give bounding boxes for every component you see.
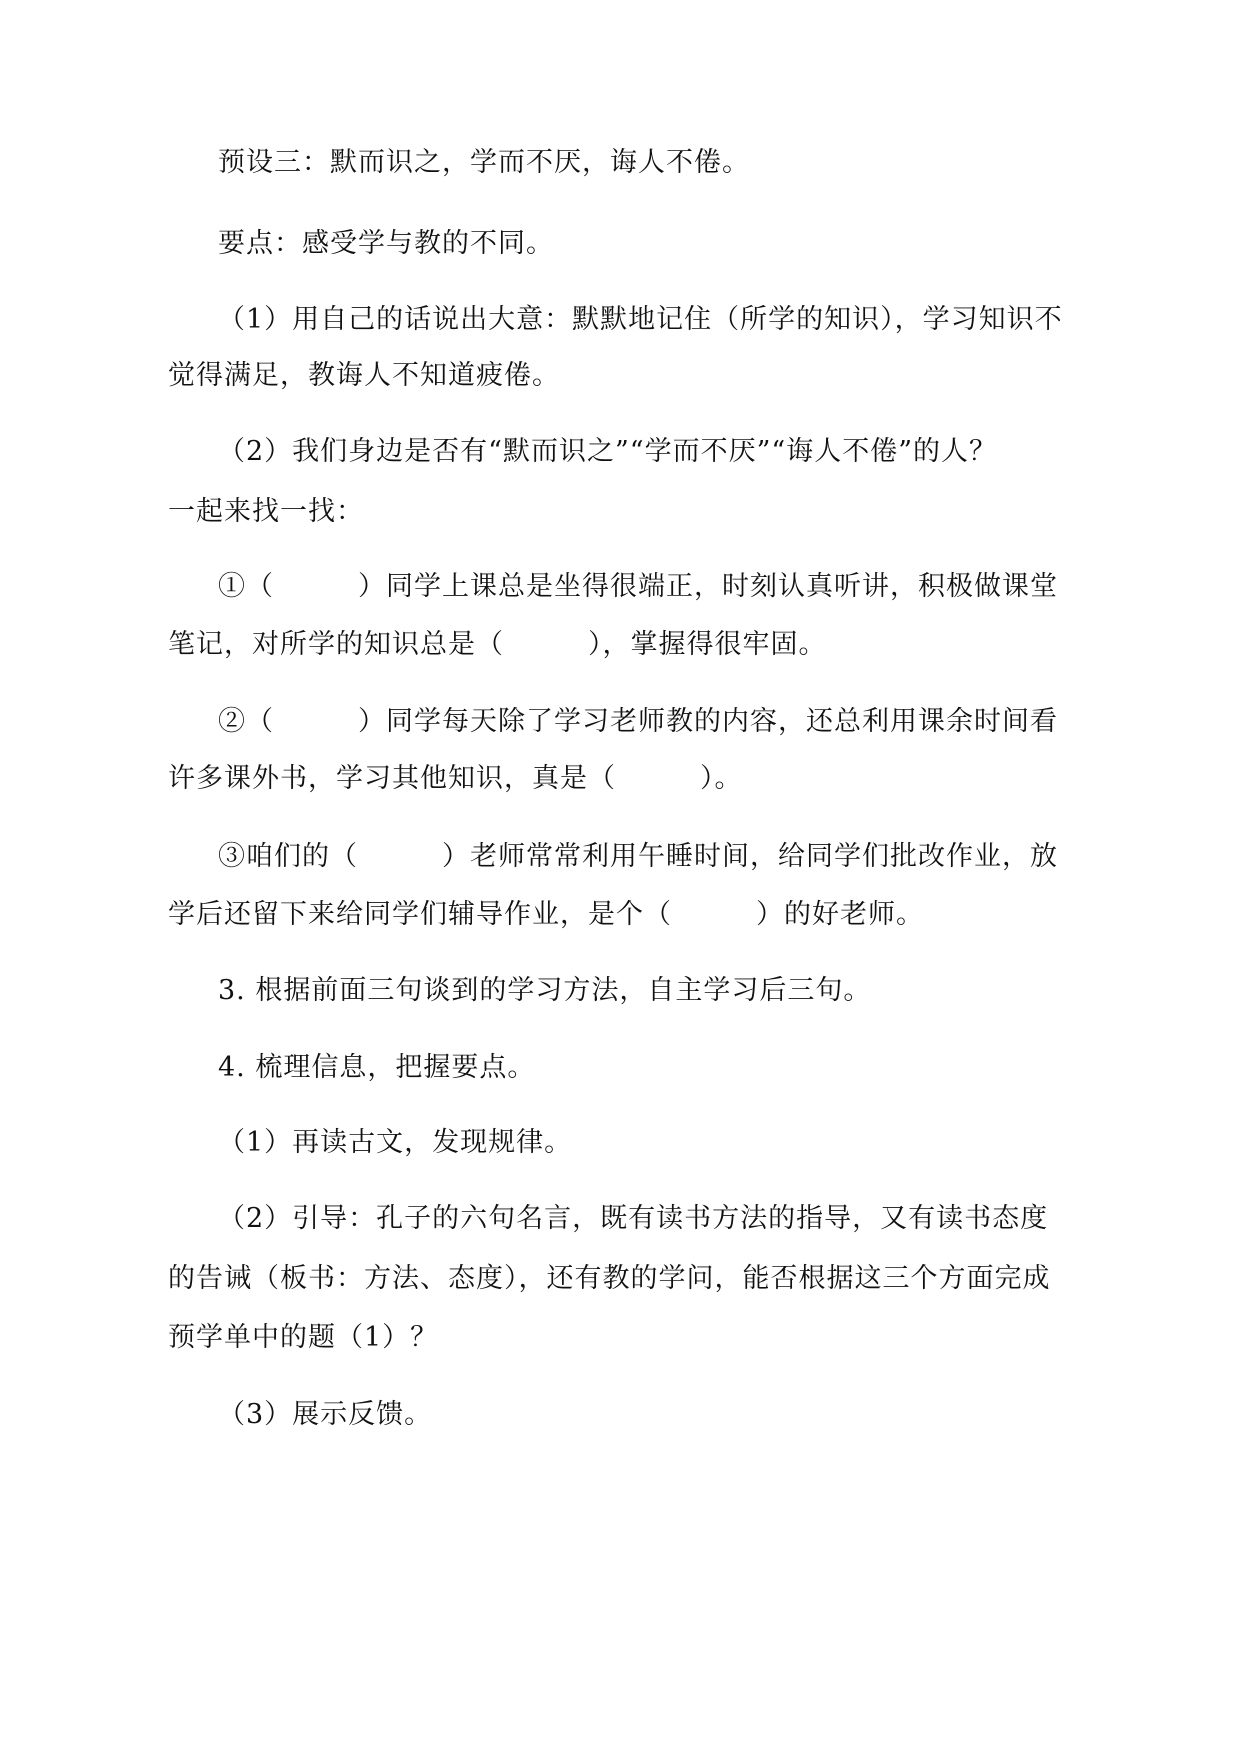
text-line: 学后还留下来给同学们辅导作业，是个（ ）的好老师。 (168, 899, 924, 930)
text-line: 4. 梳理信息，把握要点。 (218, 1052, 536, 1083)
text-line: （3）展示反馈。 (218, 1399, 433, 1430)
text-line: 笔记，对所学的知识总是（ ），掌握得很牢固。 (168, 629, 827, 660)
text-line: ②（ ）同学每天除了学习老师教的内容，还总利用课余时间看 (218, 706, 1058, 737)
text-line: 要点：感受学与教的不同。 (218, 228, 554, 259)
text-line: 的告诫（板书：方法、态度），还有教的学问，能否根据这三个方面完成 (168, 1263, 1051, 1294)
text-line: 觉得满足，教诲人不知道疲倦。 (168, 360, 560, 391)
text-line: （2）我们身边是否有“默而识之”“学而不厌”“诲人不倦”的人？ (218, 436, 997, 467)
text-line: （2）引导：孔子的六句名言，既有读书方法的指导，又有读书态度 (218, 1203, 1049, 1234)
text-line: （1）用自己的话说出大意：默默地记住（所学的知识），学习知识不 (218, 304, 1063, 335)
text-line: 3. 根据前面三句谈到的学习方法，自主学习后三句。 (218, 975, 872, 1006)
text-line: （1）再读古文，发现规律。 (218, 1127, 573, 1158)
text-line: ③咱们的（ ）老师常常利用午睡时间，给同学们批改作业，放 (218, 841, 1058, 872)
text-line: 预设三：默而识之，学而不厌，诲人不倦。 (218, 147, 750, 178)
text-line: 预学单中的题（1）？ (168, 1322, 439, 1353)
text-line: 许多课外书，学习其他知识，真是（ ）。 (168, 763, 743, 794)
text-line: 一起来找一找： (168, 496, 364, 527)
text-line: ①（ ）同学上课总是坐得很端正，时刻认真听讲，积极做课堂 (218, 571, 1058, 602)
